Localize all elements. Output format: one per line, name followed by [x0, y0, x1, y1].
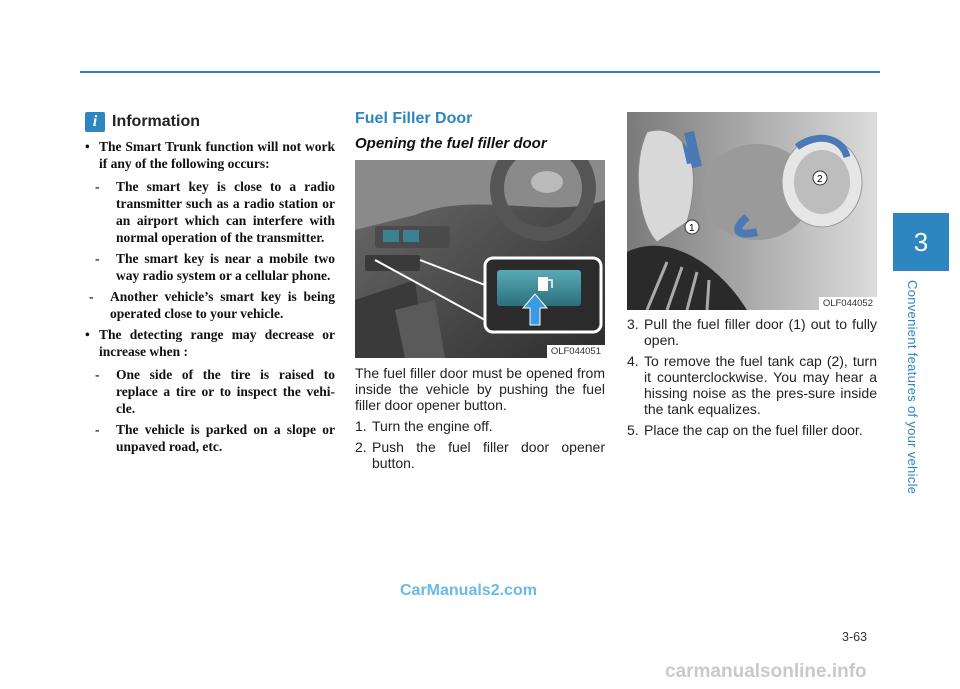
fuel-cap-section — [627, 112, 877, 443]
step-item — [627, 316, 877, 348]
information-title: Information — [112, 113, 200, 130]
intro-paragraph: The fuel filler door must be opened from inside the vehicle by pushing the fuel filler door opener button. — [355, 365, 605, 413]
step-text: Push the fuel filler door opener button. — [372, 439, 605, 471]
callout-2: 2 — [817, 174, 823, 185]
step-item — [355, 418, 605, 434]
info-subitem — [95, 250, 335, 284]
section-title: Fuel Filler Door — [355, 110, 473, 127]
subitem-text: The smart key is close to a radio transmitter such as a radio station or an airport which can interfere with normal operation of the transmitter. — [116, 179, 335, 245]
fuel-filler-section — [355, 110, 605, 476]
bullet-text: The Smart Trunk function will not work if any of the following occurs: — [99, 139, 335, 171]
info-subitem — [95, 421, 335, 455]
subitem-text: The vehicle is parked on a slope or unpaved road, etc. — [116, 422, 335, 454]
step-number: 4. — [627, 353, 639, 369]
step-item — [627, 353, 877, 417]
info-icon: i — [85, 112, 105, 132]
info-bullet — [85, 138, 335, 172]
subitem-text: Another vehicle’s smart key is being operated close to your vehicle. — [110, 289, 335, 321]
step-number: 2. — [355, 439, 367, 455]
footer-watermark: carmanualsonline.info — [665, 661, 867, 682]
step-text: Turn the engine off. — [372, 418, 493, 434]
information-header — [85, 112, 335, 132]
chapter-title: Convenient features of your vehicle — [905, 280, 920, 495]
bullet-marker: • — [85, 139, 90, 154]
subitem-text: One side of the tire is raised to replace a tire or to inspect the vehi-cle. — [116, 367, 335, 416]
dash-marker: - — [95, 179, 100, 194]
section-subtitle: Opening the fuel filler door — [355, 135, 547, 152]
fuel-cap-figure — [627, 112, 877, 310]
fuel-door-illustration — [627, 112, 877, 310]
chapter-number: 3 — [913, 226, 929, 257]
info-subitem — [89, 288, 335, 322]
page-number: 3-63 — [842, 630, 868, 644]
info-bullet — [85, 326, 335, 360]
figure-code: OLF044051 — [547, 345, 605, 358]
chapter-tab — [893, 213, 949, 271]
bullet-marker: • — [85, 327, 90, 342]
dash-marker: - — [95, 251, 100, 266]
info-subitem — [95, 178, 335, 246]
fuel-door-button-figure — [355, 160, 605, 358]
header-rule — [80, 71, 880, 73]
bullet-text: The detecting range may decrease or increase when : — [99, 327, 335, 359]
callout-1: 1 — [689, 223, 695, 234]
dashboard-illustration — [355, 160, 605, 358]
dash-marker: - — [95, 367, 100, 382]
step-item — [355, 439, 605, 471]
step-item — [627, 422, 877, 438]
step-text: Place the cap on the fuel filler door. — [644, 422, 863, 438]
info-subitem — [95, 366, 335, 417]
step-text: To remove the fuel tank cap (2), turn it counterclockwise. You may hear a hissing noise as the pres-sure inside the tank equalizes. — [644, 353, 877, 417]
step-text: Pull the fuel filler door (1) out to fully open. — [644, 316, 877, 348]
figure-code: OLF044052 — [819, 297, 877, 310]
step-number: 1. — [355, 418, 367, 434]
information-note — [85, 112, 335, 459]
step-number: 5. — [627, 422, 639, 438]
subitem-text: The smart key is near a mobile two way radio system or a cellular phone. — [116, 251, 335, 283]
step-number: 3. — [627, 316, 639, 332]
watermark-link[interactable]: CarManuals2.com — [400, 582, 537, 599]
dash-marker: - — [89, 289, 94, 304]
dash-marker: - — [95, 422, 100, 437]
